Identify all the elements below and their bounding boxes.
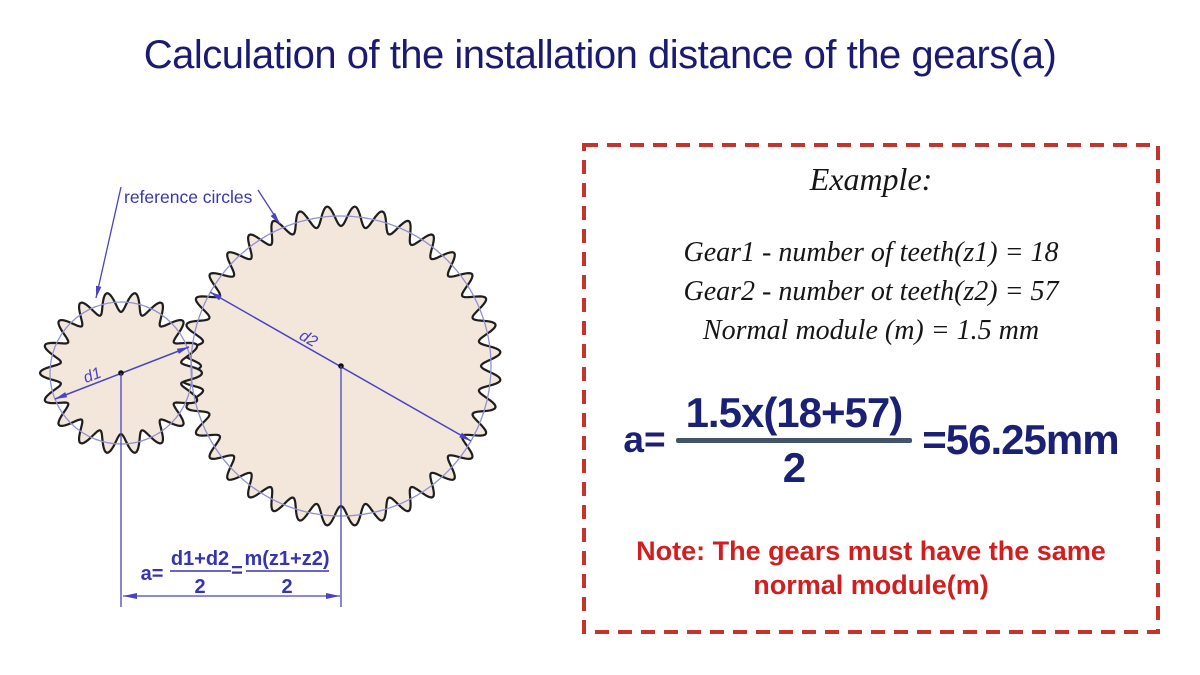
example-line-module: Normal module (m) = 1.5 mm xyxy=(702,314,1040,346)
formula-numerator: 1.5x(18+57) xyxy=(685,388,903,436)
example-heading: Example: xyxy=(809,161,933,197)
note-line-2: normal module(m) xyxy=(753,570,989,601)
formula-numerator-2: m(z1+z2) xyxy=(244,548,330,570)
example-formula xyxy=(582,388,1160,491)
gear-diagram xyxy=(0,130,560,675)
d1-label: d1 xyxy=(81,364,104,387)
fraction-bar xyxy=(676,438,913,443)
reference-circles-label: reference circles xyxy=(124,187,253,207)
example-line-gear1: Gear1 - number of teeth(z1) = 18 xyxy=(683,237,1059,268)
formula-a-label: a= xyxy=(623,419,666,461)
d2-label: d2 xyxy=(296,327,321,351)
example-line-gear2: Gear2 - number ot teeth(z2) = 57 xyxy=(683,275,1059,307)
note-line-1: Note: The gears must have the same xyxy=(636,535,1106,566)
distance-arrow-right-icon xyxy=(326,593,340,599)
formula-denominator-1: 2 xyxy=(194,576,206,598)
formula-denominator: 2 xyxy=(782,443,806,491)
formula-fraction xyxy=(676,388,913,491)
formula-numerator-1: d1+d2 xyxy=(170,548,230,570)
formula-result: =56.25mm xyxy=(922,416,1119,464)
formula-lhs: a= xyxy=(140,563,164,585)
note-text xyxy=(582,534,1160,603)
example-given-values xyxy=(582,234,1160,351)
slide-title: Calculation of the installation distance of the gears(a) xyxy=(143,33,1057,77)
leader-line-left xyxy=(96,187,121,298)
installation-distance-formula xyxy=(141,548,330,598)
example-panel xyxy=(582,143,1160,634)
formula-equals: = xyxy=(231,560,243,582)
formula-denominator-2: 2 xyxy=(281,576,293,598)
leader-arrow-left-icon xyxy=(96,286,101,298)
distance-arrow-left-icon xyxy=(123,593,137,599)
